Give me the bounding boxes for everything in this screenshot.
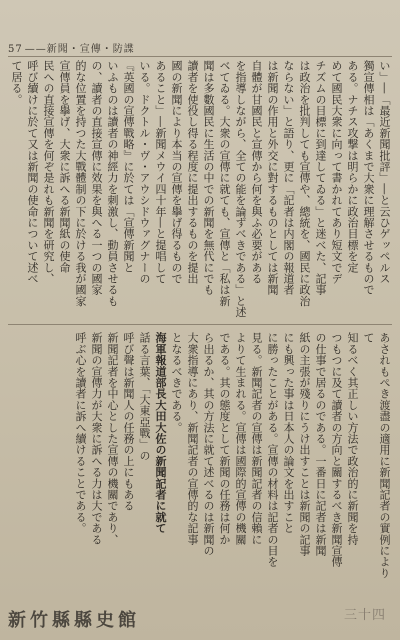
text-column: ある。ナチス攻撃は明らかに政治目標を定 (346, 60, 359, 273)
text-column: ら出るか、其の方法に就て述べるのは新聞の (202, 332, 215, 556)
text-column: いふものは讀者の神經力を刺激し、動員させるも (106, 60, 119, 307)
text-column: あること」―新聞メウイ四十年―と提唱して (154, 60, 167, 284)
text-column: の仕事で居るのである。一番日に記者は新聞 (314, 332, 327, 556)
bottom-text-block (8, 332, 392, 582)
text-column: めて國民大衆に向って書かれてあり短文でデ (330, 60, 343, 284)
header-divider (8, 56, 392, 57)
text-column: 聞は多數國民に生活の中での新聞を無代にでも (202, 60, 215, 296)
top-text-block (8, 60, 392, 318)
text-column: 呼ぶ心を讀者に訴へ續けることである。 (74, 332, 87, 534)
page-section-title: ——新聞・宣傳・防諜 (24, 44, 135, 55)
text-column: チズムの目標に到達してゐる」と迷べた、記事 (314, 60, 327, 296)
library-stamp: 三十四 (343, 608, 386, 623)
text-column: て居る。 (10, 60, 23, 105)
text-column: の、讀者の直接宣傳に效果を與へる一つの國家 (90, 60, 103, 296)
text-column: 話る言葉、「大東亞戰」の (138, 332, 151, 461)
archive-watermark: 新竹縣縣史館 (8, 610, 140, 631)
text-column: は新聞の作用と外交に對するものとしては新聞 (266, 60, 279, 296)
text-column: 新聞の宣傳力が大衆に訴へる力は大である (90, 332, 103, 545)
text-column: である。其の態度として新聞の任務は何か (218, 332, 231, 545)
text-column: は政治を批判しても宣傳や、總統を、國民に政治 (298, 60, 311, 307)
text-column: 知るべく其正しい方法で政治的に新聞を持 (346, 332, 359, 545)
text-column: い」―「最近新聞批評」―と云ひゲッペルス (378, 60, 391, 284)
page-number: 57 (8, 44, 23, 55)
text-column: 大衆指導にあり、新聞記者の宣傳的な記事 (186, 332, 199, 545)
text-column: を指導しながら、全ての能を論ずべきである」と述 (234, 60, 247, 318)
text-column: あされもぺき渡盡の適用に新聞記者の實例によりて (362, 332, 391, 579)
text-column: 呼び聲は新聞人の任務の上にもある (122, 332, 135, 512)
text-column: よりて生まれる。宣傳は國際的宣傳の機關 (234, 332, 247, 545)
page-header (8, 40, 135, 55)
text-column: 的な位置を持つた大戰體制の下に於ける我が國家 (74, 60, 87, 307)
text-column-heading: 海軍報道部長大田大佐の新聞記者に就て (154, 332, 167, 534)
text-column: 獨宣傳相は「あくまで大衆に理解させるもので (362, 60, 375, 296)
text-column: 讀者を使役し得る程度に提出するものを提出 (186, 60, 199, 284)
text-column: 見る。新聞記者の宣傳は新聞記者の信賴に (250, 332, 263, 545)
text-column: 呼び續けに於て又は新聞の使命について述べ (26, 60, 39, 284)
text-column: にも興った事は日本人の論文を出すこと (282, 332, 295, 534)
text-column: 『英國の宣傳戰略』に於ては「宣傳新聞と (122, 60, 135, 273)
text-column: 自體が甘國民と宣傳から何を與ふ必要がある (250, 60, 263, 284)
text-column: 紙の主張が殘りにうけ出すことは新聞の記事 (298, 332, 311, 556)
text-column: いる。ドクトル・ヴ・アウシドウァグナーの (138, 60, 151, 284)
text-column: ならない」と語り、更に「記者は内閣の報道者 (282, 60, 295, 296)
text-column: 新聞記者を中心とした宣傳の機關であり、 (106, 332, 119, 545)
text-column: ベてゐる。大衆の宣傳に就ても、宣傳と「私は新 (218, 60, 231, 307)
text-column: 宣傳員を擧げ、大衆に訴へる新聞紙の使命 (58, 60, 71, 273)
text-column: 國の新聞により本当の宣傳を擧げ得るもので (170, 60, 183, 284)
text-column: 民への直接宣傳を何ぞ是れも新聞を研究し、 (42, 60, 55, 284)
text-column: に勝ったことがある。宣傳の材料は記者の目を (266, 332, 279, 568)
text-column: つもつに及て讀者の方向と關するべき新聞宣傳 (330, 332, 343, 568)
section-divider (8, 324, 392, 325)
text-column: となるべきである。 (170, 332, 183, 433)
